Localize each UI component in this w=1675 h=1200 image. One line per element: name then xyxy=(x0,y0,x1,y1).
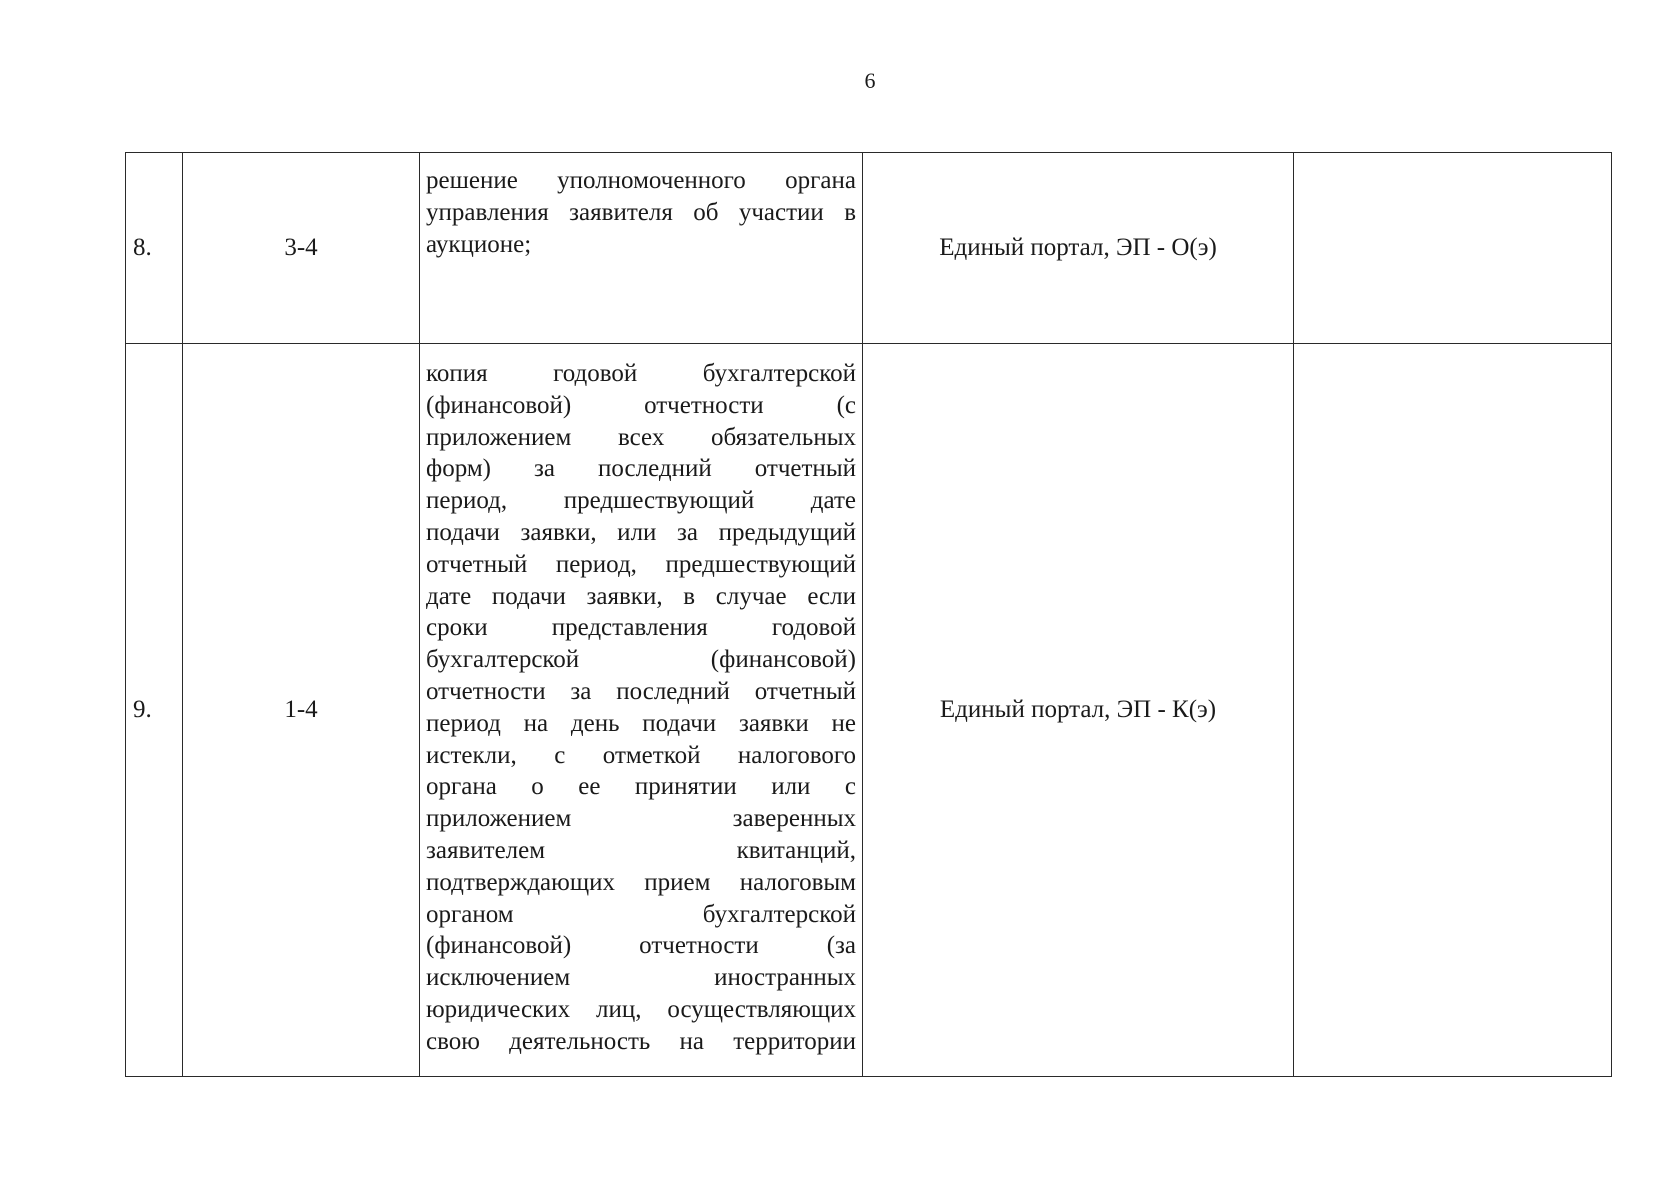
description-line: подтверждающих прием налоговым xyxy=(426,868,856,896)
page-number: 6 xyxy=(864,68,876,93)
description-line: приложением заверенных xyxy=(426,805,856,833)
description-line: приложением всех обязательных xyxy=(426,423,856,451)
description-line: управления заявителя об участии в xyxy=(426,198,856,226)
row-number: 8. xyxy=(126,153,183,344)
description-line: свою деятельность на территории xyxy=(426,1027,856,1055)
documents-table xyxy=(125,152,1612,1077)
description-line: (финансовой) отчетности (за xyxy=(426,932,856,960)
description-line: подачи заявки, или за предыдущий xyxy=(426,518,856,546)
description-line: исключением иностранных xyxy=(426,964,856,992)
description-line: решение уполномоченного органа xyxy=(426,167,856,194)
description-line: юридических лиц, осуществляющих xyxy=(426,995,856,1023)
description-line: аукционе; xyxy=(426,230,532,258)
description-line: отчетности за последний отчетный xyxy=(426,677,856,705)
description-line: истекли, с отметкой налогового xyxy=(426,741,856,769)
table-row xyxy=(126,344,1612,1077)
description-line: заявителем квитанций, xyxy=(426,836,856,864)
submission-source: Единый портал, ЭП - К(э) xyxy=(863,344,1294,1077)
page-range: 1-4 xyxy=(183,344,420,1077)
description-line: органом бухгалтерской xyxy=(426,900,856,928)
description-line: (финансовой) отчетности (с xyxy=(426,391,856,419)
row-number: 9. xyxy=(126,344,183,1077)
description-line: сроки представления годовой xyxy=(426,614,856,642)
document-description xyxy=(420,153,863,344)
page-range: 3-4 xyxy=(183,153,420,344)
description-line: отчетный период, предшествующий xyxy=(426,550,856,578)
submission-source: Единый портал, ЭП - О(э) xyxy=(863,153,1294,344)
document-description xyxy=(420,344,863,1077)
description-line: бухгалтерской (финансовой) xyxy=(426,646,856,674)
note-cell xyxy=(1294,153,1612,344)
description-line: органа о ее принятии или с xyxy=(426,773,856,801)
description-line: форм) за последний отчетный xyxy=(426,455,856,483)
description-line: копия годовой бухгалтерской xyxy=(426,360,856,387)
description-line: период, предшествующий дате xyxy=(426,487,856,515)
description-line: период на день подачи заявки не xyxy=(426,709,856,737)
description-line: дате подачи заявки, в случае если xyxy=(426,582,856,610)
note-cell xyxy=(1294,344,1612,1077)
table-row xyxy=(126,153,1612,344)
